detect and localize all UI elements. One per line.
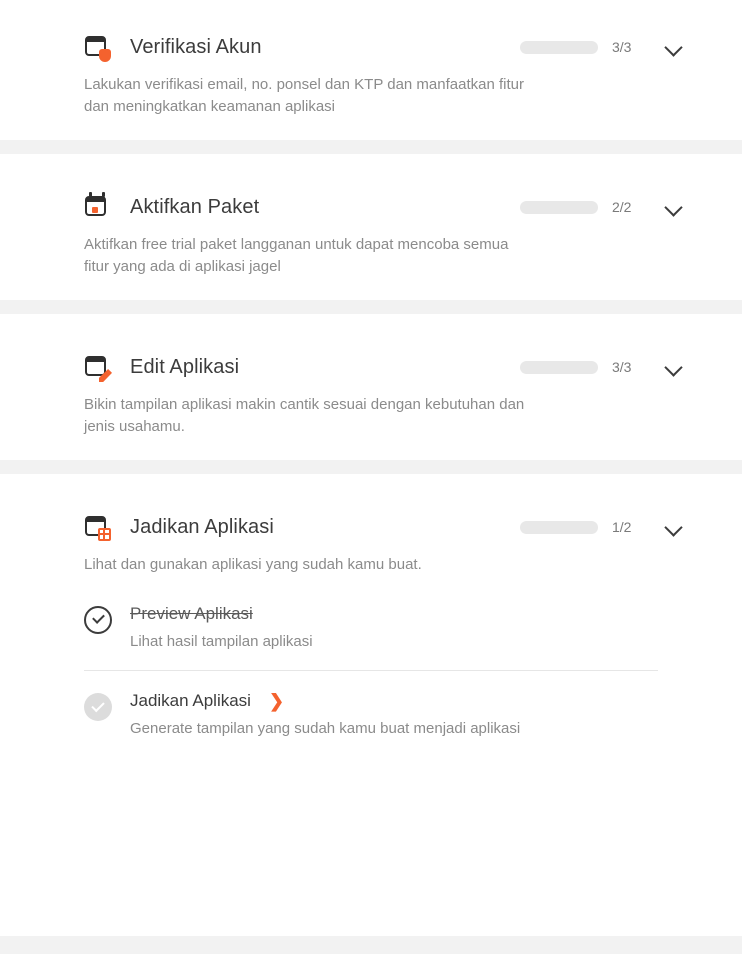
section-description: Aktifkan free trial paket langganan untuk dapat mencoba semua fitur yang ada di aplikasi jagel: [84, 236, 509, 275]
check-circle-done-icon: [84, 606, 112, 634]
progress-track: [520, 521, 598, 534]
section-divider: [0, 460, 742, 474]
progress-track: [520, 361, 598, 374]
checklist-page: [0, 20, 742, 954]
chevron-down-icon[interactable]: [664, 196, 686, 218]
check-circle-pending-icon: [84, 693, 112, 721]
app-grid-icon: [84, 514, 110, 540]
section-header-verifikasi-akun[interactable]: [0, 20, 742, 74]
progress-label: 3/3: [612, 359, 632, 375]
list-item[interactable]: [84, 594, 658, 664]
section-title: Edit Aplikasi: [130, 355, 240, 378]
subitem-description: Lihat hasil tampilan aplikasi: [130, 633, 313, 650]
bottom-divider: [0, 936, 742, 954]
section-verifikasi-akun: [0, 20, 742, 154]
chevron-down-icon[interactable]: [664, 356, 686, 378]
subitem-title: Jadikan Aplikasi: [130, 691, 251, 710]
section-title: Jadikan Aplikasi: [130, 515, 274, 538]
section-jadikan-aplikasi: [0, 500, 742, 751]
calendar-icon: [84, 194, 110, 220]
chevron-down-icon[interactable]: [664, 36, 686, 58]
progress-edit-aplikasi: [520, 359, 638, 375]
section-header-jadikan-aplikasi[interactable]: [0, 500, 742, 554]
section-title: Aktifkan Paket: [130, 195, 260, 218]
section-description: Bikin tampilan aplikasi makin cantik sesuai dengan kebutuhan dan jenis usahamu.: [84, 396, 525, 435]
section-divider: [0, 140, 742, 154]
chevron-down-icon[interactable]: [664, 516, 686, 538]
list-item[interactable]: [84, 681, 658, 751]
progress-label: 1/2: [612, 519, 632, 535]
section-header-edit-aplikasi[interactable]: [0, 340, 742, 394]
section-description: Lakukan verifikasi email, no. ponsel dan KTP dan manfaatkan fitur dan meningkatkan keamanan aplikasi: [84, 76, 524, 115]
subitem-divider: [84, 670, 658, 671]
progress-track: [520, 41, 598, 54]
progress-label: 3/3: [612, 39, 632, 55]
section-edit-aplikasi: [0, 340, 742, 474]
section-aktifkan-paket: [0, 180, 742, 314]
subitem-description: Generate tampilan yang sudah kamu buat menjadi aplikasi: [130, 720, 521, 737]
progress-label: 2/2: [612, 199, 632, 215]
progress-track: [520, 201, 598, 214]
section-title: Verifikasi Akun: [130, 35, 262, 58]
progress-verifikasi-akun: [520, 39, 638, 55]
progress-jadikan-aplikasi: [520, 519, 638, 535]
id-card-shield-icon: [84, 34, 110, 60]
subitem-title: Preview Aplikasi: [130, 604, 253, 623]
subitem-list: [0, 594, 742, 751]
chevron-right-icon[interactable]: ❯: [268, 691, 285, 711]
edit-app-icon: [84, 354, 110, 380]
section-description: Lihat dan gunakan aplikasi yang sudah kamu buat.: [84, 556, 422, 573]
section-divider: [0, 300, 742, 314]
progress-aktifkan-paket: [520, 199, 638, 215]
section-header-aktifkan-paket[interactable]: [0, 180, 742, 234]
